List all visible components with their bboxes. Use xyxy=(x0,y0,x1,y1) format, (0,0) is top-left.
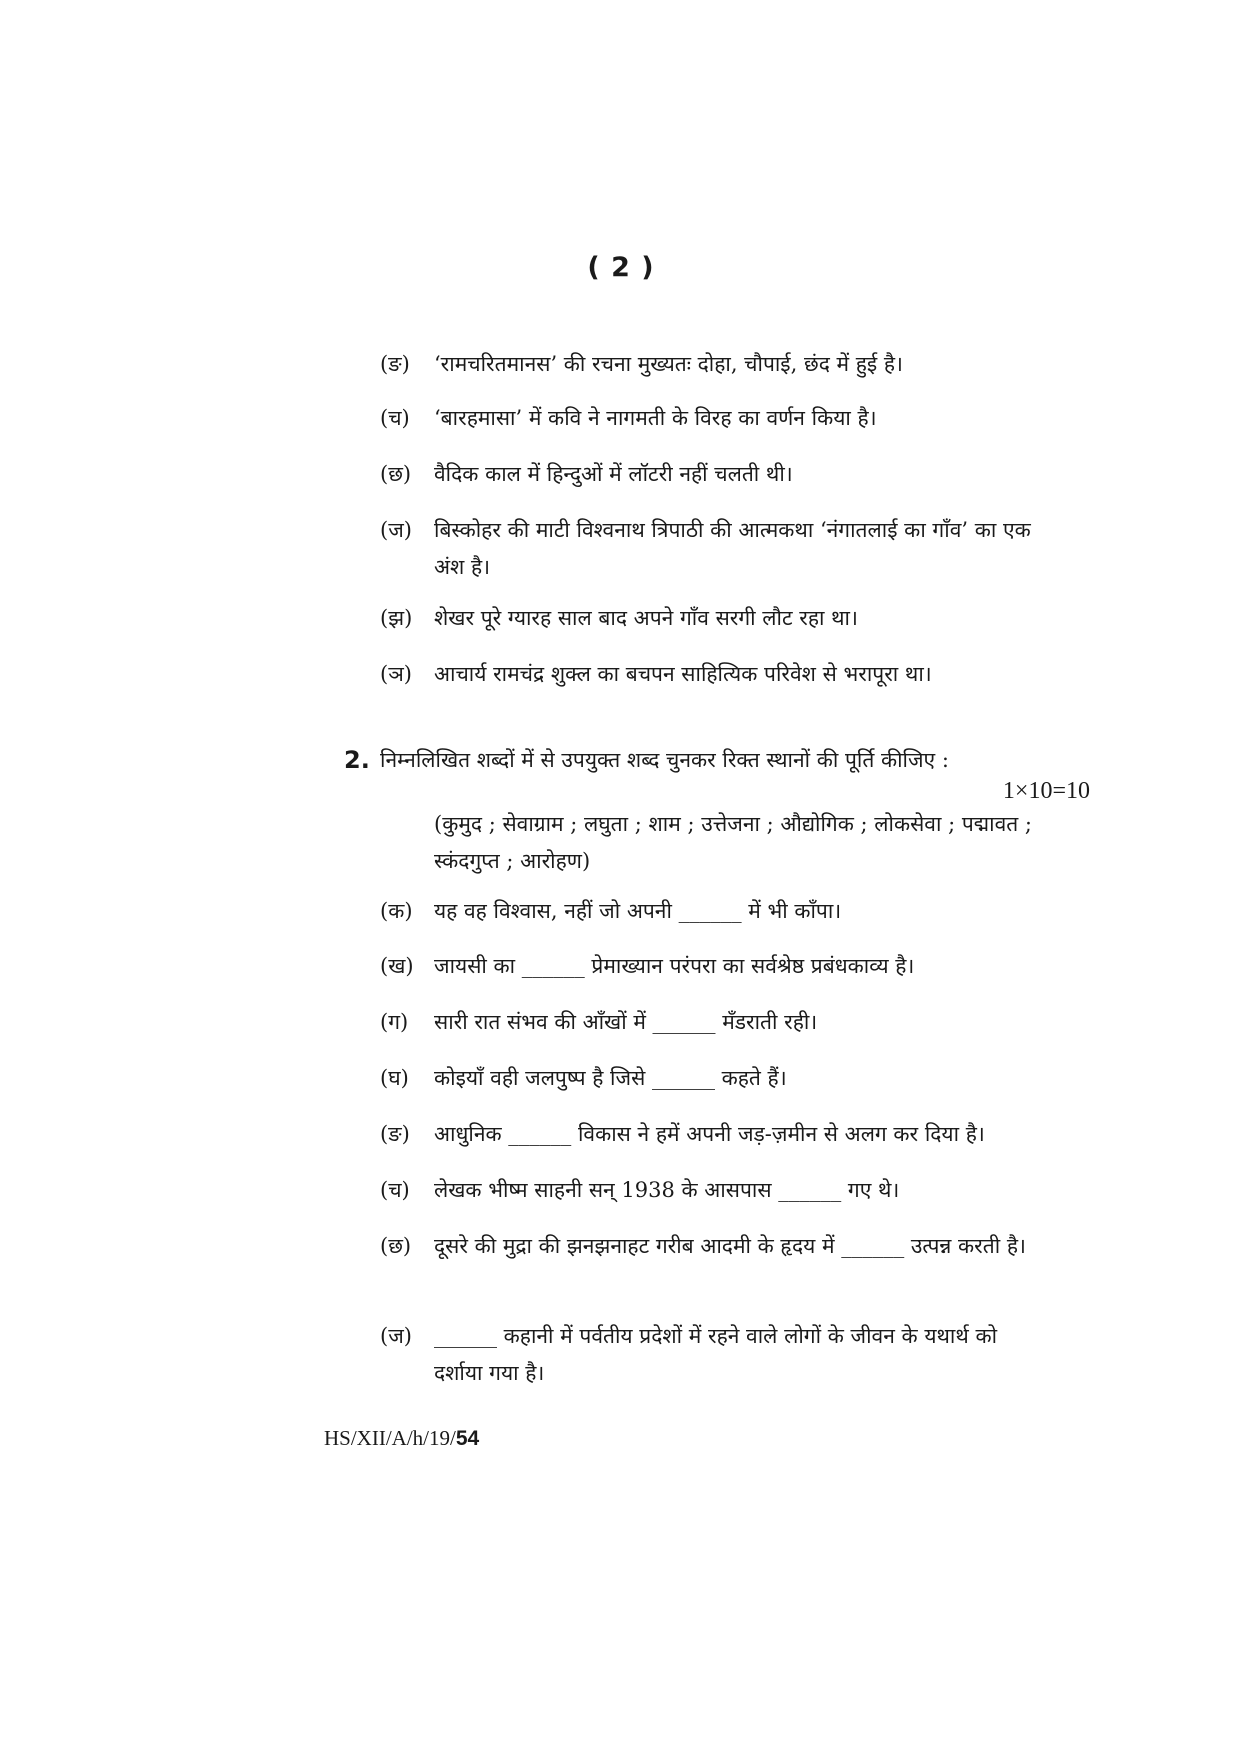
question-prompt: निम्नलिखित शब्दों में से उपयुक्त शब्द चुनकर रिक्त स्थानों की पूर्ति कीजिए : xyxy=(380,748,949,772)
item-text: आधुनिक ______ विकास ने हमें अपनी जड़-ज़मीन से अलग कर दिया है। xyxy=(434,1122,985,1146)
statement-item xyxy=(380,400,1040,437)
item-label: (ख) xyxy=(380,954,414,978)
item-label: (झ) xyxy=(380,606,413,630)
statement-item xyxy=(380,600,1040,637)
item-label: (घ) xyxy=(380,1066,409,1090)
item-text: यह वह विश्वास, नहीं जो अपनी ______ में भी काँपा। xyxy=(434,899,842,923)
item-text: ‘बारहमासा’ में कवि ने नागमती के विरह का वर्णन किया है। xyxy=(434,406,877,430)
statement-item xyxy=(380,456,1040,493)
fill-blank-item xyxy=(380,1004,1040,1041)
fill-blank-item xyxy=(380,1318,1040,1392)
item-text: ‘रामचरितमानस’ की रचना मुख्यतः दोहा, चौपाई, छंद में हुई है। xyxy=(434,352,903,376)
fill-blank-item xyxy=(380,1116,1040,1153)
item-label: (ग) xyxy=(380,1010,409,1034)
item-label: (छ) xyxy=(380,462,412,486)
item-text: जायसी का ______ प्रेमाख्यान परंपरा का सर्वश्रेष्ठ प्रबंधकाव्य है। xyxy=(434,954,915,978)
item-label: (क) xyxy=(380,899,413,923)
item-label: (ङ) xyxy=(380,1122,410,1146)
item-text: बिस्कोहर की माटी विश्वनाथ त्रिपाठी की आत्मकथा ‘नंगातलाई का गाँव’ का एक अंश है। xyxy=(434,518,1038,579)
item-label: (ङ) xyxy=(380,352,410,376)
question-marks: 1×10=10 xyxy=(1002,778,1090,804)
word-bank: (कुमुद ; सेवाग्राम ; लघुता ; शाम ; उत्तेजना ; औद्योगिक ; लोकसेवा ; पद्मावत ; स्कंदगुप्त ; आरोहण) xyxy=(434,812,1033,873)
statement-item xyxy=(380,512,1040,586)
item-label: (ज) xyxy=(380,1324,412,1348)
item-label: (ञ) xyxy=(380,662,412,686)
item-text: दूसरे की मुद्रा की झनझनाहट गरीब आदमी के हृदय में ______ उत्पन्न करती है। xyxy=(434,1234,1026,1258)
question-number: 2. xyxy=(344,746,370,774)
item-text: ______ कहानी में पर्वतीय प्रदेशों में रहने वाले लोगों के जीवन के यथार्थ को दर्शाया गया है। xyxy=(434,1324,1004,1385)
paper-code-number: 54 xyxy=(455,1427,480,1450)
statement-item xyxy=(380,346,1040,383)
item-text: आचार्य रामचंद्र शुक्ल का बचपन साहित्यिक परिवेश से भरापूरा था। xyxy=(434,662,932,686)
item-text: कोइयाँ वही जलपुष्प है जिसे ______ कहते हैं। xyxy=(434,1066,787,1090)
paper-code xyxy=(324,1426,479,1451)
paper-code-prefix: HS/XII/A/h/19/ xyxy=(324,1426,456,1450)
fill-blank-item xyxy=(380,1172,1040,1209)
page-number: ( 2 ) xyxy=(587,252,655,283)
fill-blank-item xyxy=(380,893,1040,930)
item-label: (च) xyxy=(380,406,410,430)
item-text: शेखर पूरे ग्यारह साल बाद अपने गाँव सरगी लौट रहा था। xyxy=(434,606,858,630)
fill-blank-item xyxy=(380,1228,1040,1265)
item-text: सारी रात संभव की आँखों में ______ मँडराती रही। xyxy=(434,1010,818,1034)
fill-blank-item xyxy=(380,1060,1040,1097)
statement-item xyxy=(380,656,1040,693)
item-label: (छ) xyxy=(380,1234,412,1258)
item-text: वैदिक काल में हिन्दुओं में लॉटरी नहीं चलती थी। xyxy=(434,462,793,486)
fill-blank-item xyxy=(380,948,1040,985)
item-text: लेखक भीष्म साहनी सन् 1938 के आसपास ______ गए थे। xyxy=(434,1178,900,1202)
item-label: (च) xyxy=(380,1178,410,1202)
item-label: (ज) xyxy=(380,518,412,542)
